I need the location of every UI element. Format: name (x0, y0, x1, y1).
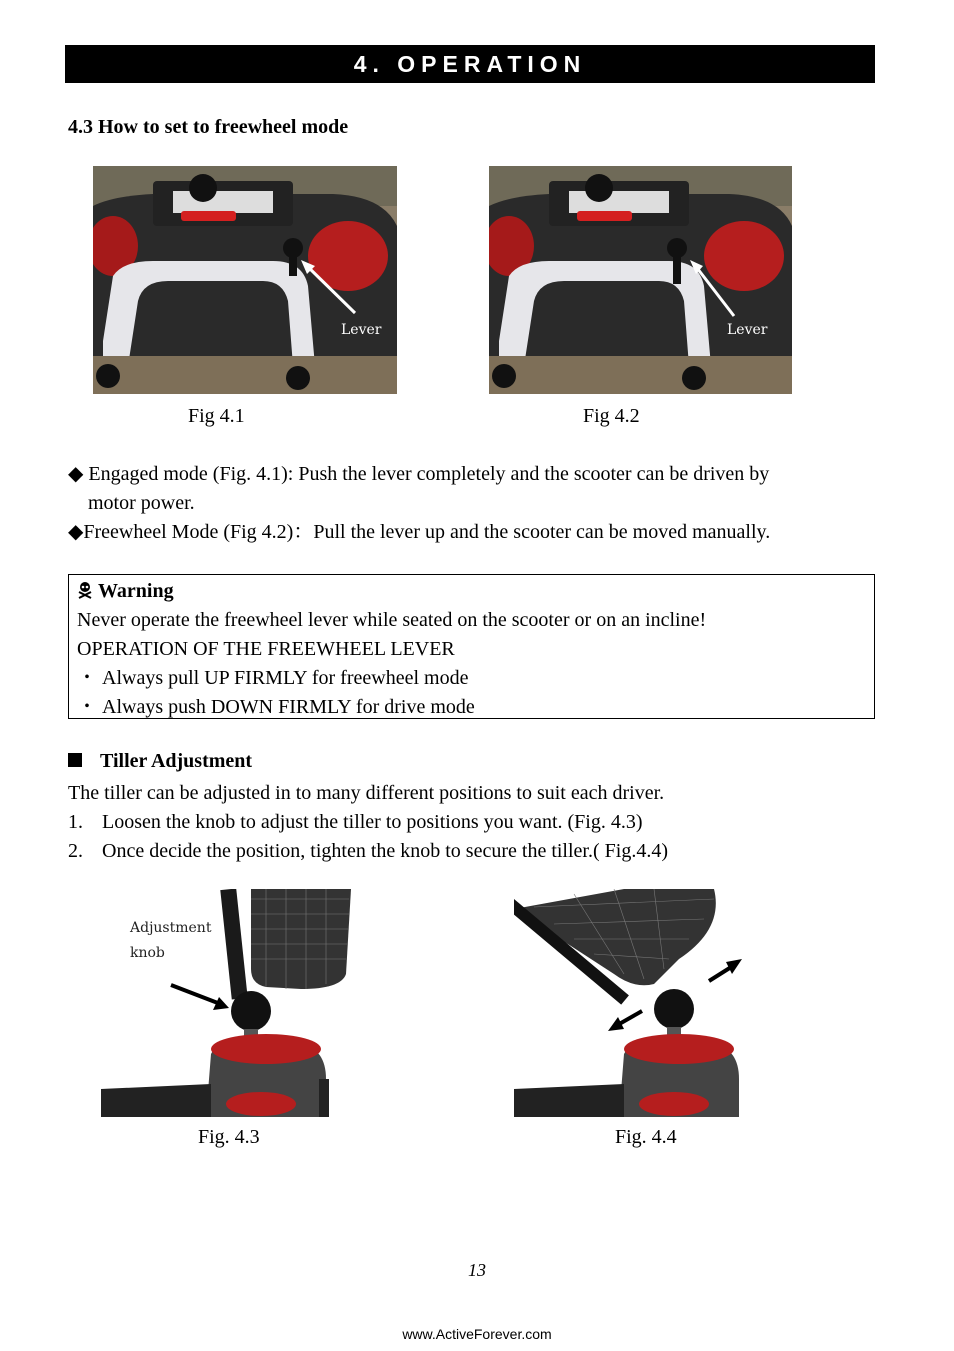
warning-line: Never operate the freewheel lever while seated on the scooter or on an incline! (77, 609, 707, 631)
fig-4-2-caption: Fig 4.2 (583, 405, 640, 427)
adjustment-knob-label (130, 916, 211, 966)
section-title: 4.3 How to set to freewheel mode (68, 116, 349, 138)
footer-url: www.ActiveForever.com (402, 1326, 552, 1342)
fig-4-1-caption: Fig 4.1 (188, 405, 245, 427)
fig-4-4-caption: Fig. 4.4 (615, 1126, 677, 1148)
section-header: 4. OPERATION (65, 45, 875, 83)
warning-line: OPERATION OF THE FREEWHEEL LEVER (77, 638, 455, 660)
engaged-mode-text: ◆ Engaged mode (Fig. 4.1): Push the lever completely and the scooter can be driven by (68, 463, 770, 485)
skull-crossbones-icon (77, 579, 93, 597)
engaged-mode-text-cont: motor power. (88, 492, 195, 514)
tiller-step-2: Once decide the position, tighten the knob to secure the tiller.( Fig.4.4) (102, 840, 668, 862)
adjustment-knob-label-line: Adjustment (130, 920, 212, 936)
fig-4-4-photo (514, 889, 817, 1117)
adjustment-knob-label-line: knob (130, 945, 165, 961)
tiller-title: Tiller Adjustment (100, 750, 253, 772)
fig-4-1-photo (93, 166, 397, 394)
lever-label: Lever (727, 322, 768, 338)
warning-bullet: ・ Always pull UP FIRMLY for freewheel mode (77, 667, 469, 689)
freewheel-mode-text: ◆Freewheel Mode (Fig 4.2)：Pull the lever up and the scooter can be moved manually. (68, 521, 771, 543)
lever-label: Lever (341, 322, 382, 338)
tiller-heading (68, 750, 252, 773)
warning-box (68, 574, 875, 719)
step-number: 1. (68, 811, 83, 833)
warning-heading (77, 577, 866, 606)
step-number: 2. (68, 840, 83, 862)
warning-title: Warning (98, 580, 174, 602)
square-bullet-icon (68, 753, 82, 767)
fig-4-3-photo (101, 889, 404, 1117)
fig-4-2-photo (489, 166, 792, 394)
warning-bullet: ・ Always push DOWN FIRMLY for drive mode (77, 696, 475, 718)
tiller-step-1: Loosen the knob to adjust the tiller to positions you want. (Fig. 4.3) (102, 811, 643, 833)
page-number: 13 (468, 1260, 486, 1280)
tiller-intro: The tiller can be adjusted in to many different positions to suit each driver. (68, 782, 665, 804)
fig-4-3-caption: Fig. 4.3 (198, 1126, 260, 1148)
